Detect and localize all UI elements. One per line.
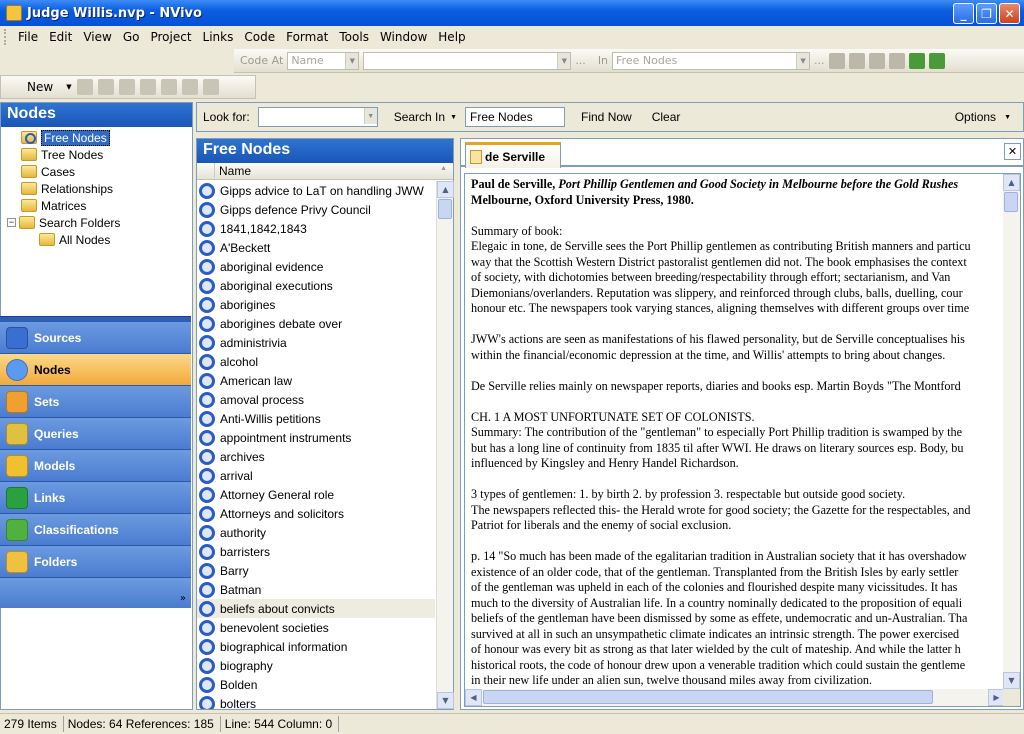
list-item[interactable] (197, 352, 435, 371)
scroll-thumb[interactable] (438, 199, 452, 219)
node-icon (199, 183, 215, 199)
list-item[interactable] (197, 295, 435, 314)
configure-buttons-icon[interactable]: » (179, 593, 186, 604)
list-item[interactable] (197, 656, 435, 675)
document-line: much to the diversity of Australian life. In a country nominally dedicated to the proposition of equali (471, 595, 963, 610)
node-folder-icon (21, 131, 37, 144)
tree-item-label: All Nodes (59, 232, 111, 247)
paragraph-spacer (471, 534, 999, 550)
navigation-buttons (0, 322, 191, 608)
menu-view[interactable]: View (83, 30, 112, 44)
node-list (197, 181, 435, 709)
node-icon (199, 449, 215, 465)
scroll-up-icon[interactable]: ▲ (1003, 174, 1020, 191)
search-in-field[interactable] (465, 107, 565, 127)
node-icon (199, 487, 215, 503)
document-line: of honour was every bit as strong as that later wielded by the cult of mateship. And while the latter h (471, 642, 961, 656)
tab-de-serville[interactable] (465, 142, 561, 168)
folder-icon (21, 182, 37, 195)
collapse-icon[interactable]: − (8, 217, 15, 227)
citation-author: Paul de Serville, (471, 177, 559, 191)
look-for-label: Look for: (203, 110, 250, 124)
status-nodes-references: Nodes: 64 References: 185 (64, 716, 221, 732)
document-tab-bar (461, 139, 1023, 167)
document-line: of society, with dichotomies between breeding/respectability through effort; sectarianism, and Van (471, 270, 951, 284)
list-header (197, 163, 453, 180)
document-line: Summary of book: (471, 223, 563, 238)
citation-line-2: Melbourne, Oxford University Press, 1980. (471, 192, 694, 207)
tree-item-all-nodes[interactable] (1, 231, 192, 248)
node-name: benevolent societies (220, 620, 329, 635)
document-text[interactable] (465, 174, 1005, 689)
nav-folders-button[interactable] (0, 546, 191, 578)
menu-bar (0, 26, 1024, 48)
node-name: barristers (220, 544, 271, 559)
document-line: p. 14 "So much has been made of the egalitarian tradition in Australian society that it has overshadow (471, 549, 967, 563)
list-item[interactable] (197, 599, 435, 618)
list-vertical-scrollbar[interactable] (436, 181, 453, 709)
code-at-type-combo[interactable] (287, 52, 359, 70)
document-line: Summary: The contribution of the "gentleman" to especially Port Phillip tradition is swamped by the (471, 425, 963, 439)
document-line: Elegaic in tone, de Serville sees the Port Phillip gentlemen as contributing British manners and particu (471, 239, 971, 253)
nav-nodes-button[interactable] (0, 354, 191, 386)
nav-label: Sets (34, 394, 60, 409)
close-window-button[interactable]: ✕ (999, 3, 1020, 24)
cut-icon[interactable] (140, 79, 156, 95)
menubar-grip (4, 29, 7, 45)
folders-icon (6, 551, 28, 573)
models-icon (6, 455, 28, 477)
scroll-thumb[interactable] (1004, 192, 1018, 212)
node-name: appointment instruments (220, 430, 352, 445)
paragraph-spacer (471, 472, 999, 488)
icon-column-header[interactable] (197, 163, 215, 179)
folder-icon (21, 199, 37, 212)
menu-help[interactable]: Help (438, 30, 466, 44)
scroll-left-icon[interactable]: ◀ (465, 689, 482, 706)
nav-queries-button[interactable] (0, 418, 191, 450)
node-name: aborigines (220, 297, 276, 312)
list-item[interactable] (197, 219, 435, 238)
list-item[interactable] (197, 485, 435, 504)
search-in-value: Free Nodes (470, 110, 533, 124)
node-name: alcohol (220, 354, 259, 369)
list-item[interactable] (197, 371, 435, 390)
menu-file[interactable]: File (18, 30, 39, 44)
status-bar (0, 713, 1024, 734)
list-item[interactable] (197, 618, 435, 637)
document-line: way that the Scottish Western District pastoralist gentlemen did not. The book emphasises the context (471, 254, 967, 269)
node-icon (199, 620, 215, 636)
node-name: A'Beckett (220, 240, 271, 255)
node-icon (199, 202, 215, 218)
list-item[interactable] (197, 580, 435, 599)
in-label: In (597, 54, 609, 67)
node-icon (199, 468, 215, 484)
status-item-count: 279 Items (0, 716, 64, 732)
node-name: bolters (220, 696, 257, 709)
node-name: Barry (220, 563, 249, 578)
node-name: arrival (220, 468, 253, 483)
document-line: Diemonians/overlanders. Reputation was slippery, and reinforced through clubs, balls, duelling, cour (471, 285, 963, 300)
node-name: American law (220, 373, 293, 388)
document-vertical-scrollbar[interactable] (1003, 174, 1020, 689)
tab-label: de Serville (485, 149, 546, 164)
document-line: but has a long line of continuity from 1835 til after WWI. He draws on literary sources esp. Body, bu (471, 440, 964, 455)
document-line: 3 types of gentlemen: 1. by birth 2. by profession 3. respectable but outside good society. (471, 487, 906, 501)
classifications-icon (6, 519, 28, 541)
spread-coding-icon[interactable] (889, 53, 905, 69)
nav-models-button[interactable] (0, 450, 191, 482)
node-name: Anti-Willis petitions (220, 411, 321, 426)
tree-item-label: Matrices (41, 198, 87, 213)
document-line: honour etc. The newspapers took varying stances, aligning themselves with different groups over time (471, 301, 970, 315)
menu-project[interactable]: Project (150, 30, 192, 44)
node-name: 1841,1842,1843 (220, 221, 307, 236)
list-item[interactable] (197, 675, 435, 694)
node-name: amoval process (220, 392, 305, 407)
tree-item-label: Search Folders (39, 215, 121, 230)
scroll-corner (1003, 689, 1020, 706)
nav-label: Classifications (34, 522, 119, 537)
node-name: Batman (220, 582, 262, 597)
node-name: Gipps defence Privy Council (220, 202, 371, 217)
document-line: of the gentleman was upheld in each of the colonies and flourished despite many vicissitudes. It has (471, 580, 958, 594)
name-column-header[interactable] (215, 164, 453, 178)
list-item[interactable] (197, 333, 435, 352)
chevron-down-icon[interactable]: ▼ (345, 53, 358, 69)
menu-go[interactable]: Go (122, 30, 140, 44)
uncode-selection-icon[interactable] (849, 53, 865, 69)
document-line: JWW's actions are seen as manifestations of his flawed personality, but de Serville conceptualises his (471, 332, 965, 346)
code-at-type-value: Name (291, 54, 324, 67)
list-item[interactable] (197, 447, 435, 466)
undo-icon[interactable] (203, 79, 219, 95)
standard-toolbar (0, 75, 256, 99)
node-icon (199, 297, 215, 313)
tree-item-label: Cases (41, 164, 76, 179)
node-icon (199, 430, 215, 446)
citation-title: Port Phillip Gentlemen and Good Society in Melbourne before the Gold Rushes (558, 177, 959, 191)
node-name: biography (220, 658, 273, 673)
node-icon (199, 411, 215, 427)
tree-item-tree-nodes[interactable] (1, 146, 192, 163)
document-line: beliefs of the gentleman have been dismissed by some as effete, undemocratic and un-Australian. Tha (471, 611, 968, 625)
node-icon (199, 354, 215, 370)
nav-sources-button[interactable] (0, 322, 191, 354)
list-item[interactable] (197, 200, 435, 219)
document-horizontal-scrollbar[interactable] (465, 689, 1005, 706)
sort-ascending-icon: ▲ (440, 165, 447, 172)
document-line: Patriot for liberals and the enemy of social exclusion. (471, 518, 732, 532)
document-icon (470, 150, 482, 164)
chevron-down-icon[interactable]: ▼ (1004, 113, 1011, 121)
node-icon (199, 335, 215, 351)
menu-links[interactable]: Links (202, 30, 234, 44)
node-icon (199, 373, 215, 389)
nav-label: Links (34, 490, 66, 505)
list-item[interactable] (197, 523, 435, 542)
print-icon[interactable] (98, 79, 114, 95)
save-icon[interactable] (77, 79, 93, 95)
list-item[interactable] (197, 466, 435, 485)
node-folder-tree (1, 127, 192, 248)
node-name: aboriginal executions (220, 278, 333, 293)
sets-icon (6, 391, 28, 413)
close-tab-icon[interactable]: ✕ (1004, 143, 1021, 160)
node-icon (199, 316, 215, 332)
node-icon (199, 525, 215, 541)
node-icon (199, 658, 215, 674)
open-folder-icon (19, 216, 35, 229)
nav-label: Models (34, 458, 76, 473)
node-icon (199, 221, 215, 237)
chevron-down-icon[interactable]: ▼ (796, 53, 809, 69)
chevron-down-icon[interactable]: ▼ (364, 108, 377, 124)
go-back-icon[interactable] (929, 53, 945, 69)
node-icon (199, 278, 215, 294)
tree-item-search-folders[interactable] (1, 214, 192, 231)
nvivo-app-icon (6, 5, 22, 21)
search-folder-icon (39, 233, 55, 246)
node-icon (199, 563, 215, 579)
node-icon (199, 639, 215, 655)
list-item[interactable] (197, 238, 435, 257)
window-title: Judge Willis.nvp - NVivo (27, 5, 202, 21)
name-column-label: Name (219, 164, 252, 178)
go-forward-icon[interactable] (909, 53, 925, 69)
chevron-down-icon[interactable]: ▼ (450, 113, 458, 121)
tree-item-free-nodes[interactable] (1, 129, 192, 146)
scroll-down-icon[interactable]: ▼ (437, 692, 454, 709)
document-line: in their new life under an alien sun, twelve thousand miles away from civilization. (471, 673, 873, 687)
node-name: archives (220, 449, 265, 464)
tree-item-relationships[interactable] (1, 180, 192, 197)
tree-item-label: Relationships (41, 181, 114, 196)
links-icon (6, 487, 28, 509)
node-icon (199, 696, 215, 710)
node-name: Gipps advice to LaT on handling JWW (220, 183, 424, 198)
code-selection-icon[interactable] (829, 53, 845, 69)
node-name: Bolden (220, 677, 258, 692)
nav-links-button[interactable] (0, 482, 191, 514)
code-at-label: Code At (240, 54, 284, 67)
document-line: within the financial/economic depression at the time, and Willis' attempts to bring about changes. (471, 347, 946, 362)
scroll-right-icon[interactable]: ▶ (988, 689, 1005, 706)
nodes-icon (6, 359, 28, 381)
chevron-down-icon[interactable]: ▼ (66, 83, 72, 91)
menu-window[interactable]: Window (379, 30, 428, 44)
node-icon (199, 506, 215, 522)
tree-item-cases[interactable] (1, 163, 192, 180)
list-item[interactable] (197, 694, 435, 709)
code-in-vivo-icon[interactable] (869, 53, 885, 69)
node-name: authority (220, 525, 267, 540)
menu-tools[interactable]: Tools (339, 30, 369, 44)
paragraph-spacer (471, 363, 999, 379)
node-name: beliefs about convicts (220, 601, 335, 616)
find-bar (196, 102, 1024, 132)
print-preview-icon[interactable] (119, 79, 135, 95)
scroll-up-icon[interactable]: ▲ (437, 181, 454, 198)
node-icon (199, 240, 215, 256)
in-browse-button[interactable]: ... (814, 54, 825, 67)
in-combo[interactable] (612, 52, 810, 70)
document-line: CH. 1 A MOST UNFORTUNATE SET OF COLONISTS. (471, 409, 755, 424)
document-line: existence of an older code, that of the gentleman. Transplanted from the British Isles by early settler (471, 564, 959, 579)
title-bar (0, 0, 1024, 26)
list-item[interactable] (197, 181, 435, 200)
nodes-pane-title: Nodes (1, 103, 192, 127)
node-name: aboriginal evidence (220, 259, 324, 274)
document-line: De Serville relies mainly on newspaper reports, diaries and books esp. Martin Boyds "The Montford (471, 378, 961, 393)
scroll-down-icon[interactable]: ▼ (1003, 672, 1020, 689)
new-button[interactable]: New (27, 80, 54, 94)
nav-label: Queries (34, 426, 79, 441)
list-view-title: Free Nodes (197, 139, 453, 163)
node-icon (199, 582, 215, 598)
list-item[interactable] (197, 390, 435, 409)
list-item[interactable] (197, 561, 435, 580)
list-item[interactable] (197, 409, 435, 428)
node-icon (199, 392, 215, 408)
list-item[interactable] (197, 637, 435, 656)
queries-icon (6, 423, 28, 445)
chevron-down-icon[interactable]: ▼ (557, 53, 570, 69)
status-line-column: Line: 544 Column: 0 (221, 716, 339, 732)
code-at-browse-button[interactable]: ... (575, 54, 586, 67)
node-name: Attorney General role (220, 487, 335, 502)
list-item[interactable] (197, 504, 435, 523)
folder-icon (21, 165, 37, 178)
options-button[interactable]: Options (954, 110, 997, 124)
menu-code[interactable]: Code (244, 30, 276, 44)
list-item[interactable] (197, 257, 435, 276)
code-toolbar (234, 49, 1024, 73)
list-item[interactable] (197, 276, 435, 295)
restore-button[interactable]: ❐ (976, 3, 997, 24)
list-item[interactable] (197, 542, 435, 561)
paragraph-spacer (471, 208, 999, 224)
nav-overflow (0, 578, 191, 608)
node-icon (199, 544, 215, 560)
menu-format[interactable]: Format (286, 30, 329, 44)
sources-icon (6, 327, 28, 349)
nav-classifications-button[interactable] (0, 514, 191, 546)
document-editor[interactable] (464, 173, 1021, 707)
paste-icon[interactable] (182, 79, 198, 95)
document-line: influenced by Kingsley and Henry Handel Richardson. (471, 456, 739, 470)
node-name: biographical information (220, 639, 348, 654)
in-value: Free Nodes (616, 54, 678, 67)
node-icon (199, 677, 215, 693)
copy-icon[interactable] (161, 79, 177, 95)
nav-label: Sources (34, 330, 82, 345)
look-for-input[interactable] (258, 107, 378, 127)
node-name: aborigines debate over (220, 316, 343, 331)
node-icon (199, 259, 215, 275)
paragraph-spacer (471, 394, 999, 410)
nav-sets-button[interactable] (0, 386, 191, 418)
list-item[interactable] (197, 428, 435, 447)
citation-line-1 (471, 177, 999, 193)
minimize-button[interactable]: _ (953, 3, 974, 24)
document-line: historical roots, the code of honour drew upon a venerable tradition which could sustain the gentleme (471, 657, 966, 672)
node-icon (199, 601, 215, 617)
detail-view-pane (460, 138, 1024, 710)
tree-item-label: Free Nodes (41, 130, 110, 146)
scroll-thumb[interactable] (483, 690, 933, 704)
tree-item-matrices[interactable] (1, 197, 192, 214)
search-in-button[interactable]: Search In (393, 110, 446, 124)
nav-label: Folders (34, 554, 78, 569)
paragraph-spacer (471, 317, 999, 333)
node-name: Attorneys and solicitors (220, 506, 345, 521)
node-name: administrivia (220, 335, 287, 350)
find-now-button[interactable]: Find Now (581, 110, 632, 124)
nav-label: Nodes (34, 362, 71, 377)
list-item[interactable] (197, 314, 435, 333)
clear-button[interactable]: Clear (651, 110, 681, 124)
menu-edit[interactable]: Edit (49, 30, 73, 44)
document-line: survived at all in such an unsympathetic climate indicates an intrinsic strength. The power exercised (471, 626, 960, 641)
folder-icon (21, 148, 37, 161)
tree-item-label: Tree Nodes (41, 147, 104, 162)
code-at-name-combo[interactable] (363, 52, 571, 70)
free-nodes-list-pane (196, 138, 454, 710)
document-line: The newspapers reflected this- the Herald wrote for good society; the Gazette for the respectables, and (471, 502, 971, 517)
